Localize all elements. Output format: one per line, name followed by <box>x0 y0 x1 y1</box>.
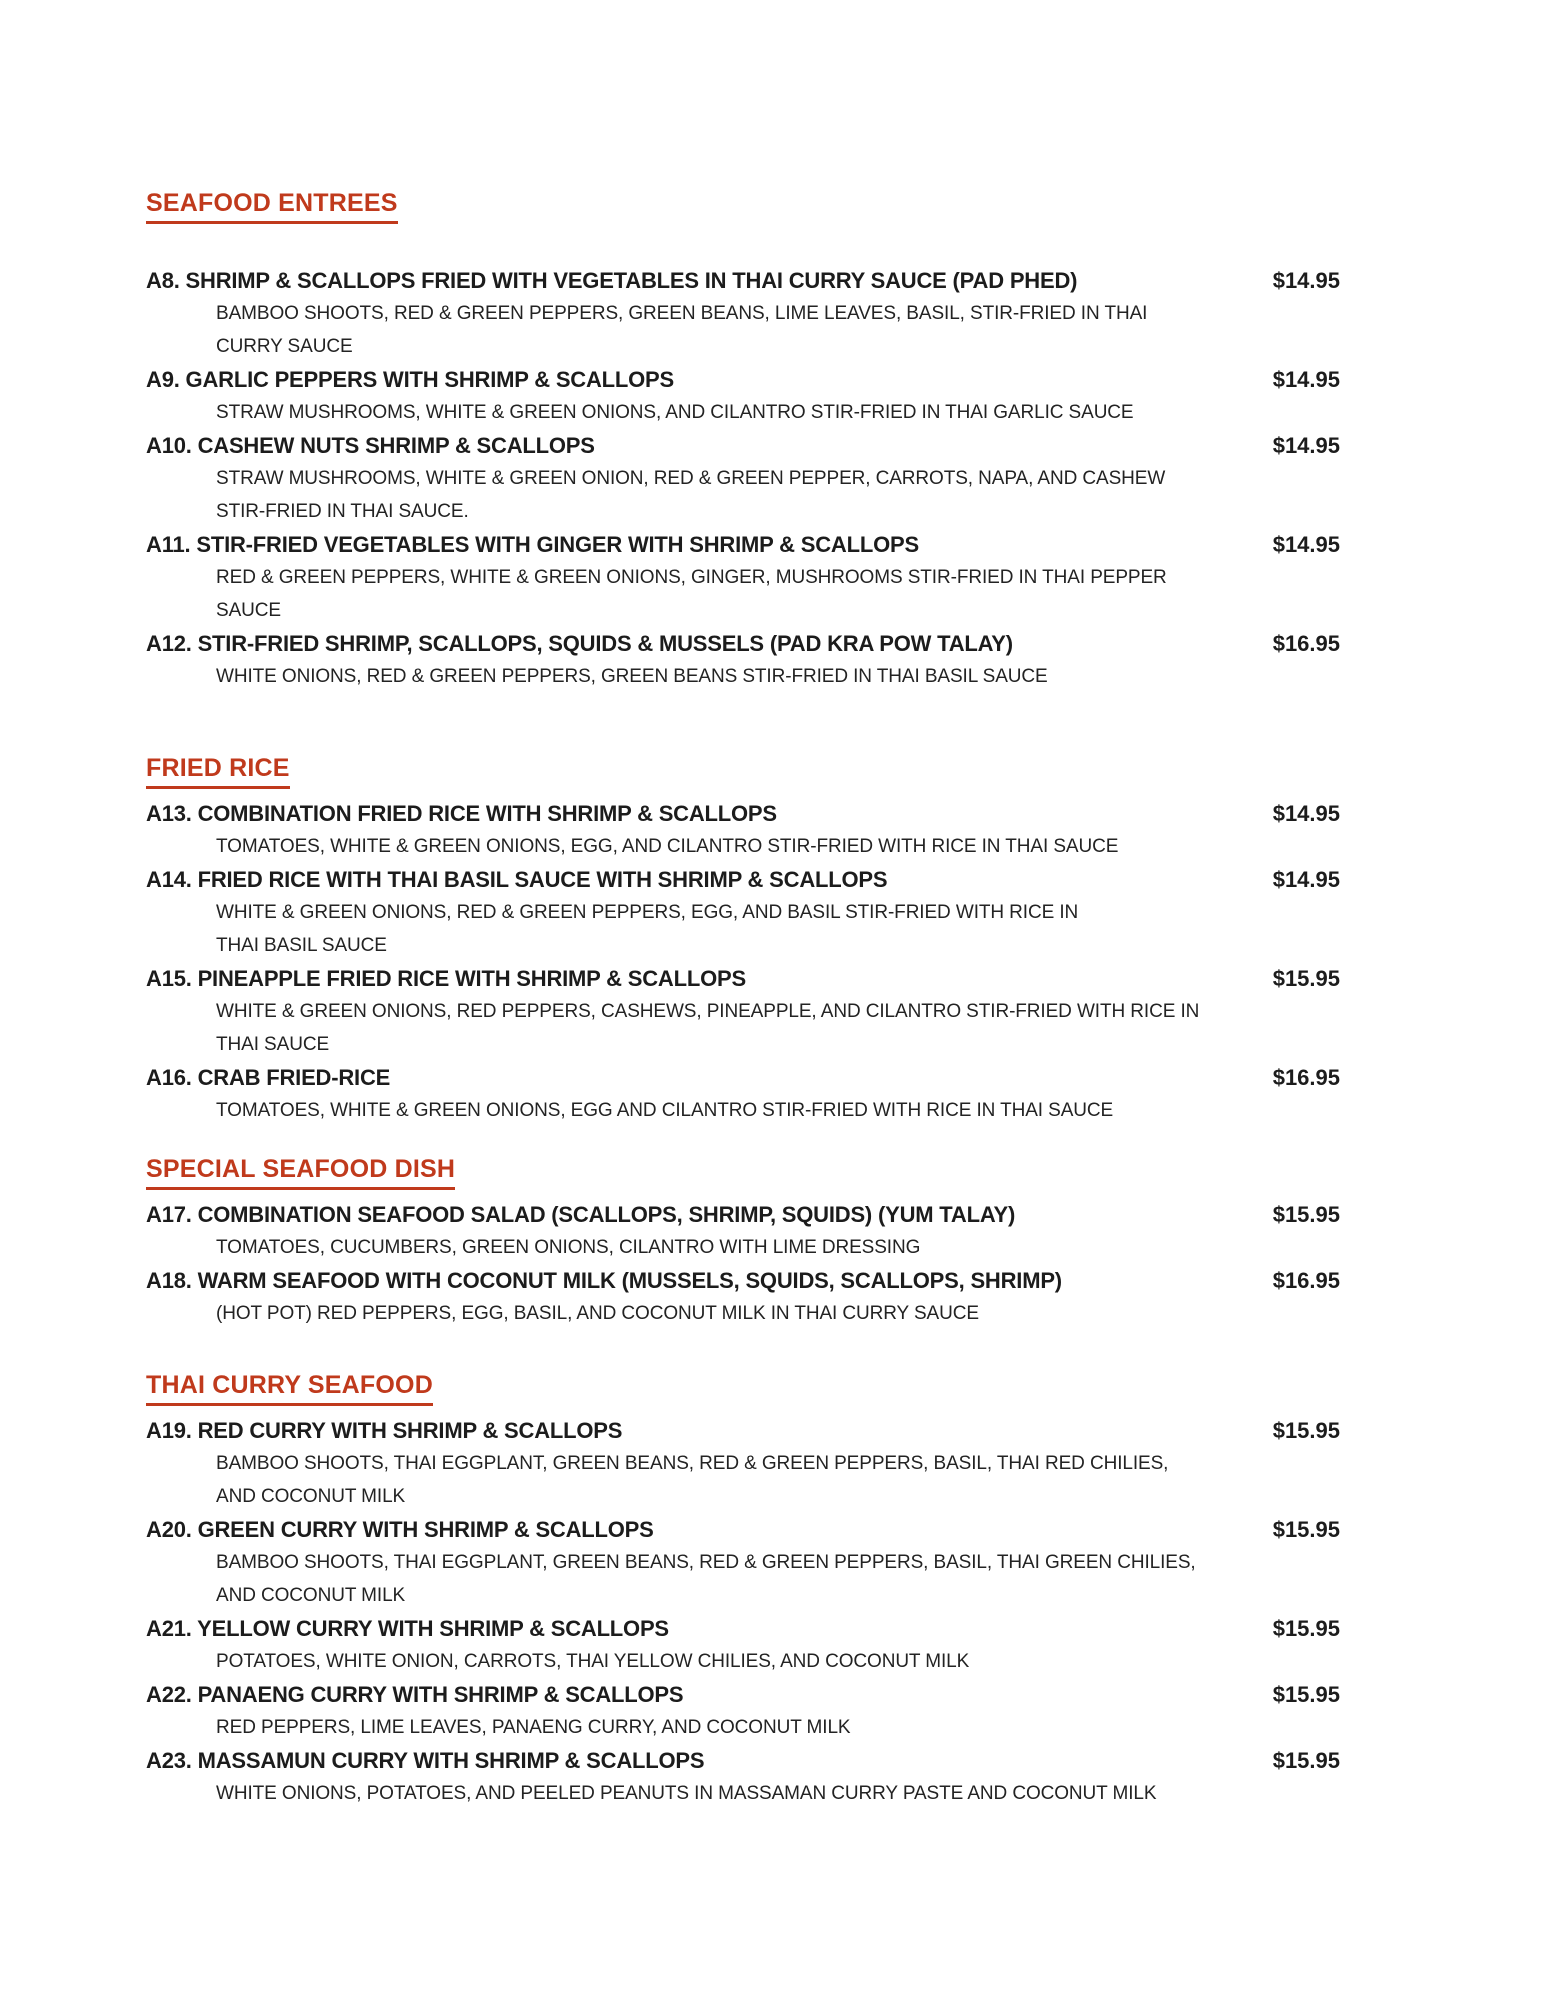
item-title: A21. YELLOW CURRY WITH SHRIMP & SCALLOPS <box>146 1616 669 1641</box>
item-title: A23. MASSAMUN CURRY WITH SHRIMP & SCALLOPS <box>146 1748 705 1773</box>
menu-item-header <box>146 1061 1340 1094</box>
item-price: $16.95 <box>1272 1065 1340 1090</box>
item-title: A14. FRIED RICE WITH THAI BASIL SAUCE WITH SHRIMP & SCALLOPS <box>146 867 888 892</box>
menu-item <box>146 1414 1340 1513</box>
section-items <box>146 797 1340 1127</box>
menu-item <box>146 797 1340 863</box>
item-price: $14.95 <box>1272 801 1340 826</box>
menu-item <box>146 627 1340 693</box>
item-title: A22. PANAENG CURRY WITH SHRIMP & SCALLOPS <box>146 1682 684 1707</box>
item-price: $15.95 <box>1272 1616 1340 1641</box>
menu-item <box>146 264 1340 363</box>
item-description-line: TOMATOES, CUCUMBERS, GREEN ONIONS, CILANTRO WITH LIME DRESSING <box>216 1237 921 1258</box>
section-seafood-entrees <box>146 188 1340 693</box>
item-title: A18. WARM SEAFOOD WITH COCONUT MILK (MUSSELS, SQUIDS, SCALLOPS, SHRIMP) <box>146 1268 1062 1293</box>
item-price: $15.95 <box>1272 1418 1340 1443</box>
item-title: A12. STIR-FRIED SHRIMP, SCALLOPS, SQUIDS & MUSSELS (PAD KRA POW TALAY) <box>146 631 1013 656</box>
item-description <box>146 1777 1340 1810</box>
item-title: A17. COMBINATION SEAFOOD SALAD (SCALLOPS, SHRIMP, SQUIDS) (YUM TALAY) <box>146 1202 1016 1227</box>
menu-item-header <box>146 1678 1340 1711</box>
item-price: $14.95 <box>1272 268 1340 293</box>
menu-item <box>146 863 1340 962</box>
menu-item-header <box>146 797 1340 830</box>
item-description <box>146 1297 1340 1330</box>
menu-item <box>146 962 1340 1061</box>
menu-item-header <box>146 627 1340 660</box>
menu-item-header <box>146 429 1340 462</box>
item-price: $14.95 <box>1272 367 1340 392</box>
section-heading: SEAFOOD ENTREES <box>146 188 398 224</box>
item-description-line: POTATOES, WHITE ONION, CARROTS, THAI YELLOW CHILIES, AND COCONUT MILK <box>216 1651 970 1672</box>
menu-item <box>146 429 1340 528</box>
item-description-line: STIR-FRIED IN THAI SAUCE. <box>216 501 469 522</box>
section-thai-curry-seafood <box>146 1370 1340 1810</box>
item-description <box>146 561 1340 627</box>
menu-item-header <box>146 1513 1340 1546</box>
item-price: $14.95 <box>1272 867 1340 892</box>
menu-item-header <box>146 1414 1340 1447</box>
item-description-line: CURRY SAUCE <box>216 336 353 357</box>
item-description-line: TOMATOES, WHITE & GREEN ONIONS, EGG, AND CILANTRO STIR-FRIED WITH RICE IN THAI SAUCE <box>216 836 1119 857</box>
item-title: A16. CRAB FRIED-RICE <box>146 1065 391 1090</box>
section-special-seafood-dish <box>146 1154 1340 1330</box>
menu-item <box>146 1513 1340 1612</box>
item-price: $14.95 <box>1272 433 1340 458</box>
item-description-line: WHITE ONIONS, POTATOES, AND PEELED PEANUTS IN MASSAMAN CURRY PASTE AND COCONUT MILK <box>216 1783 1157 1804</box>
menu-item-header <box>146 1264 1340 1297</box>
item-description-line: (HOT POT) RED PEPPERS, EGG, BASIL, AND COCONUT MILK IN THAI CURRY SAUCE <box>216 1303 979 1324</box>
item-price: $15.95 <box>1272 1202 1340 1227</box>
item-description <box>146 297 1340 363</box>
section-items <box>146 264 1340 693</box>
item-title: A11. STIR-FRIED VEGETABLES WITH GINGER WITH SHRIMP & SCALLOPS <box>146 532 919 557</box>
item-description-line: AND COCONUT MILK <box>216 1486 406 1507</box>
item-description-line: THAI BASIL SAUCE <box>216 935 387 956</box>
item-description-line: STRAW MUSHROOMS, WHITE & GREEN ONIONS, AND CILANTRO STIR-FRIED IN THAI GARLIC SAUCE <box>216 402 1134 423</box>
item-description-line: WHITE ONIONS, RED & GREEN PEPPERS, GREEN BEANS STIR-FRIED IN THAI BASIL SAUCE <box>216 666 1048 687</box>
item-price: $15.95 <box>1272 1517 1340 1542</box>
item-title: A13. COMBINATION FRIED RICE WITH SHRIMP & SCALLOPS <box>146 801 777 826</box>
item-description <box>146 1645 1340 1678</box>
item-description-line: STRAW MUSHROOMS, WHITE & GREEN ONION, RED & GREEN PEPPER, CARROTS, NAPA, AND CASHEW <box>216 468 1166 489</box>
item-description-line: RED & GREEN PEPPERS, WHITE & GREEN ONIONS, GINGER, MUSHROOMS STIR-FRIED IN THAI PEPPER <box>216 567 1167 588</box>
menu-item-header <box>146 363 1340 396</box>
menu-item <box>146 1198 1340 1264</box>
item-description-line: THAI SAUCE <box>216 1034 330 1055</box>
item-description <box>146 1447 1340 1513</box>
item-price: $15.95 <box>1272 966 1340 991</box>
item-description-line: WHITE & GREEN ONIONS, RED & GREEN PEPPERS, EGG, AND BASIL STIR-FRIED WITH RICE IN <box>216 902 1079 923</box>
item-description <box>146 896 1340 962</box>
menu-item <box>146 1744 1340 1810</box>
menu-item-header <box>146 962 1340 995</box>
item-price: $16.95 <box>1272 1268 1340 1293</box>
menu-item <box>146 1612 1340 1678</box>
section-heading: THAI CURRY SEAFOOD <box>146 1370 433 1406</box>
item-description <box>146 1231 1340 1264</box>
item-description-line: BAMBOO SHOOTS, RED & GREEN PEPPERS, GREEN BEANS, LIME LEAVES, BASIL, STIR-FRIED IN THAI <box>216 303 1148 324</box>
item-price: $15.95 <box>1272 1748 1340 1773</box>
item-description <box>146 462 1340 528</box>
menu-item <box>146 528 1340 627</box>
item-description <box>146 396 1340 429</box>
item-description-line: RED PEPPERS, LIME LEAVES, PANAENG CURRY, AND COCONUT MILK <box>216 1717 851 1738</box>
section-heading: SPECIAL SEAFOOD DISH <box>146 1154 455 1190</box>
item-description <box>146 660 1340 693</box>
item-description <box>146 830 1340 863</box>
menu-item <box>146 1678 1340 1744</box>
item-price: $15.95 <box>1272 1682 1340 1707</box>
menu-item-header <box>146 264 1340 297</box>
menu-item-header <box>146 1198 1340 1231</box>
item-title: A9. GARLIC PEPPERS WITH SHRIMP & SCALLOPS <box>146 367 675 392</box>
menu-item-header <box>146 528 1340 561</box>
item-description-line: BAMBOO SHOOTS, THAI EGGPLANT, GREEN BEANS, RED & GREEN PEPPERS, BASIL, THAI GREEN CHILIES, <box>216 1552 1196 1573</box>
menu-item-header <box>146 863 1340 896</box>
item-description-line: WHITE & GREEN ONIONS, RED PEPPERS, CASHEWS, PINEAPPLE, AND CILANTRO STIR-FRIED WITH RICE IN <box>216 1001 1200 1022</box>
section-items <box>146 1198 1340 1330</box>
item-description-line: BAMBOO SHOOTS, THAI EGGPLANT, GREEN BEANS, RED & GREEN PEPPERS, BASIL, THAI RED CHILIES, <box>216 1453 1169 1474</box>
section-items <box>146 1414 1340 1810</box>
section-heading: FRIED RICE <box>146 753 290 789</box>
menu-item-header <box>146 1744 1340 1777</box>
item-price: $14.95 <box>1272 532 1340 557</box>
item-description <box>146 995 1340 1061</box>
item-price: $16.95 <box>1272 631 1340 656</box>
item-description-line: AND COCONUT MILK <box>216 1585 406 1606</box>
item-description <box>146 1546 1340 1612</box>
menu-item <box>146 1264 1340 1330</box>
menu-item <box>146 363 1340 429</box>
menu-item-header <box>146 1612 1340 1645</box>
item-title: A20. GREEN CURRY WITH SHRIMP & SCALLOPS <box>146 1517 654 1542</box>
item-title: A19. RED CURRY WITH SHRIMP & SCALLOPS <box>146 1418 623 1443</box>
item-title: A8. SHRIMP & SCALLOPS FRIED WITH VEGETABLES IN THAI CURRY SAUCE (PAD PHED) <box>146 268 1078 293</box>
item-title: A15. PINEAPPLE FRIED RICE WITH SHRIMP & SCALLOPS <box>146 966 746 991</box>
menu-item <box>146 1061 1340 1127</box>
item-description <box>146 1711 1340 1744</box>
section-fried-rice <box>146 753 1340 1127</box>
item-title: A10. CASHEW NUTS SHRIMP & SCALLOPS <box>146 433 595 458</box>
item-description-line: SAUCE <box>216 600 281 621</box>
item-description <box>146 1094 1340 1127</box>
item-description-line: TOMATOES, WHITE & GREEN ONIONS, EGG AND CILANTRO STIR-FRIED WITH RICE IN THAI SAUCE <box>216 1100 1114 1121</box>
